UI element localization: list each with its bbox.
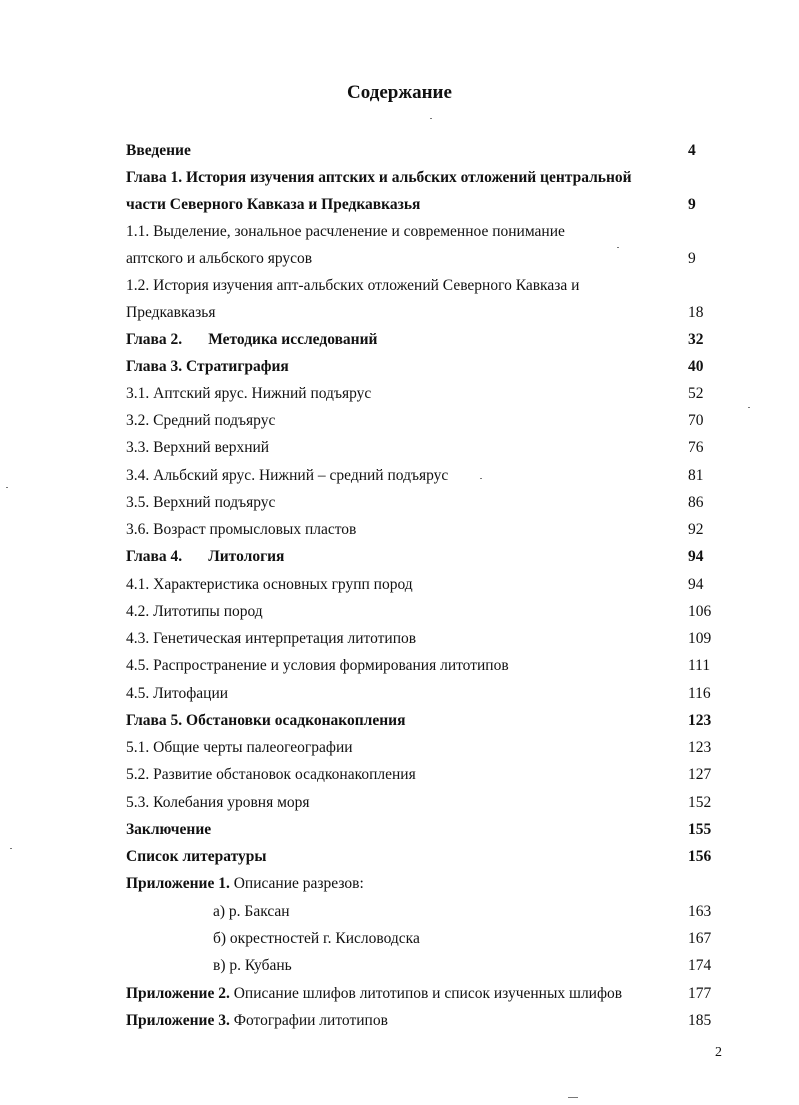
toc-entry-label: Глава 4. [126, 548, 183, 565]
toc-entry-text: Заключение [126, 821, 212, 838]
toc-entry [126, 629, 726, 649]
toc-entry-page: 123 [688, 712, 712, 729]
scan-speck [10, 848, 12, 849]
toc-entry-page: 94 [688, 576, 704, 593]
toc-entry-page: 32 [688, 331, 704, 348]
toc-entry [126, 684, 726, 704]
toc-entry [126, 656, 726, 676]
toc-entry [213, 929, 799, 949]
toc-entry [126, 438, 726, 458]
toc-entry-text: Глава 1. История изучения аптских и альбских отложений центральной [126, 169, 632, 186]
page-title: Содержание [347, 82, 452, 103]
toc-entry [126, 384, 726, 404]
toc-entry [126, 520, 726, 540]
toc-entry-text: 1.1. Выделение, зональное расчленение и современное понимание [126, 223, 565, 240]
scan-speck [748, 407, 750, 408]
toc-entry-page: 18 [688, 304, 704, 321]
toc-entry-page: 70 [688, 412, 704, 429]
toc-entry-text: 3.2. Средний подъярус [126, 412, 276, 429]
toc-entry [126, 602, 726, 622]
toc-entry-text: 3.1. Аптский ярус. Нижний подъярус [126, 385, 372, 402]
toc-entry-text: в) р. Кубань [213, 957, 292, 974]
scan-speck [617, 247, 619, 248]
toc-entry-page: 109 [688, 630, 712, 647]
toc-entry-text: Предкавказья [126, 304, 216, 321]
toc-entry [126, 547, 726, 567]
toc-entry-page: 52 [688, 385, 704, 402]
toc-entry-text: Введение [126, 142, 191, 159]
toc-entry-page: 155 [688, 821, 712, 838]
toc-entry [126, 793, 726, 813]
toc-entry [126, 575, 726, 595]
toc-entry [126, 847, 726, 867]
toc-entry-page: 9 [688, 250, 696, 267]
toc-entry-text: б) окрестностей г. Кисловодска [213, 930, 420, 947]
toc-entry [126, 276, 726, 296]
toc-entry-text: 4.2. Литотипы пород [126, 603, 263, 620]
toc-entry-text: 5.1. Общие черты палеогеографии [126, 739, 353, 756]
scan-speck [568, 1097, 578, 1098]
toc-entry-text: 5.3. Колебания уровня моря [126, 794, 310, 811]
toc-entry [126, 1011, 726, 1031]
toc-entry-page: 40 [688, 358, 704, 375]
toc-entry [126, 249, 726, 269]
toc-entry-page: 4 [688, 142, 696, 159]
toc-entry-text: 3.3. Верхний верхний [126, 439, 270, 456]
toc-entry-page: 92 [688, 521, 704, 538]
toc-entry-page: 127 [688, 766, 712, 783]
toc-entry-text: а) р. Баксан [213, 903, 290, 920]
scan-speck [6, 487, 8, 488]
toc-entry-text: Методика исследований [208, 331, 378, 348]
toc-entry-text: 1.2. История изучения апт-альбских отложений Северного Кавказа и [126, 277, 580, 294]
toc-entry-page: 123 [688, 739, 712, 756]
toc-entry [126, 222, 726, 242]
toc-entry-label: Приложение 1. [126, 875, 230, 892]
toc-entry [126, 195, 726, 215]
toc-entry [126, 141, 726, 161]
toc-entry-text: части Северного Кавказа и Предкавказья [126, 196, 421, 213]
toc-entry-text: Глава 3. Стратиграфия [126, 358, 289, 375]
page-number: 2 [715, 1045, 722, 1060]
toc-entry-text: 3.4. Альбский ярус. Нижний – средний подъярус [126, 467, 449, 484]
toc-entry-text: Описание разрезов: [233, 875, 364, 892]
toc-entry-text: аптского и альбского ярусов [126, 250, 313, 267]
toc-entry-page: 152 [688, 794, 712, 811]
toc-entry [126, 738, 726, 758]
toc-entry-text: Список литературы [126, 848, 267, 865]
toc-entry [213, 902, 799, 922]
toc-entry-page: 163 [688, 903, 712, 920]
toc-entry-text: 4.5. Распространение и условия формирования литотипов [126, 657, 509, 674]
toc-entry-page: 116 [688, 685, 711, 702]
toc-entry-text: Глава 5. Обстановки осадконакопления [126, 712, 406, 729]
scan-speck [430, 118, 432, 119]
toc-entry-label: Приложение 2. [126, 985, 230, 1002]
toc-entry [126, 303, 726, 323]
toc-entry [126, 711, 726, 731]
toc-entry-page: 156 [688, 848, 712, 865]
toc-entry-text: 3.5. Верхний подъярус [126, 494, 276, 511]
toc-entry-text: Фотографии литотипов [233, 1012, 388, 1029]
toc-entry-text: 4.1. Характеристика основных групп пород [126, 576, 413, 593]
toc-entry-page: 9 [688, 196, 696, 213]
toc-entry-text: 4.5. Литофации [126, 685, 229, 702]
toc-entry-page: 76 [688, 439, 704, 456]
toc-entry-page: 81 [688, 467, 704, 484]
toc-entry-label: Приложение 3. [126, 1012, 230, 1029]
toc-entry-page: 177 [688, 985, 712, 1002]
toc-entry-label: Глава 2. [126, 331, 183, 348]
toc-entry-text: 5.2. Развитие обстановок осадконакопления [126, 766, 416, 783]
toc-entry-text: 4.3. Генетическая интерпретация литотипов [126, 630, 417, 647]
toc-entry-text: Описание шлифов литотипов и список изученных шлифов [233, 985, 623, 1002]
toc-entry [213, 956, 799, 976]
toc-entry [126, 874, 726, 894]
toc-entry-text: Литология [208, 548, 285, 565]
toc-entry [126, 168, 726, 188]
toc-entry-page: 86 [688, 494, 704, 511]
toc-entry [126, 493, 726, 513]
toc-entry-page: 111 [688, 657, 711, 674]
toc-entry [126, 466, 726, 486]
toc-entry-page: 185 [688, 1012, 712, 1029]
toc-entry-page: 167 [688, 930, 712, 947]
toc-entry-page: 94 [688, 548, 704, 565]
scan-speck [480, 478, 482, 479]
toc-entry-page: 174 [688, 957, 712, 974]
toc-entry [126, 765, 726, 785]
toc-entry [126, 411, 726, 431]
toc-entry [126, 357, 726, 377]
toc-entry [126, 984, 726, 1004]
toc-entry [126, 330, 726, 350]
toc-entry [126, 820, 726, 840]
toc-entry-text: 3.6. Возраст промысловых пластов [126, 521, 357, 538]
toc-entry-page: 106 [688, 603, 712, 620]
